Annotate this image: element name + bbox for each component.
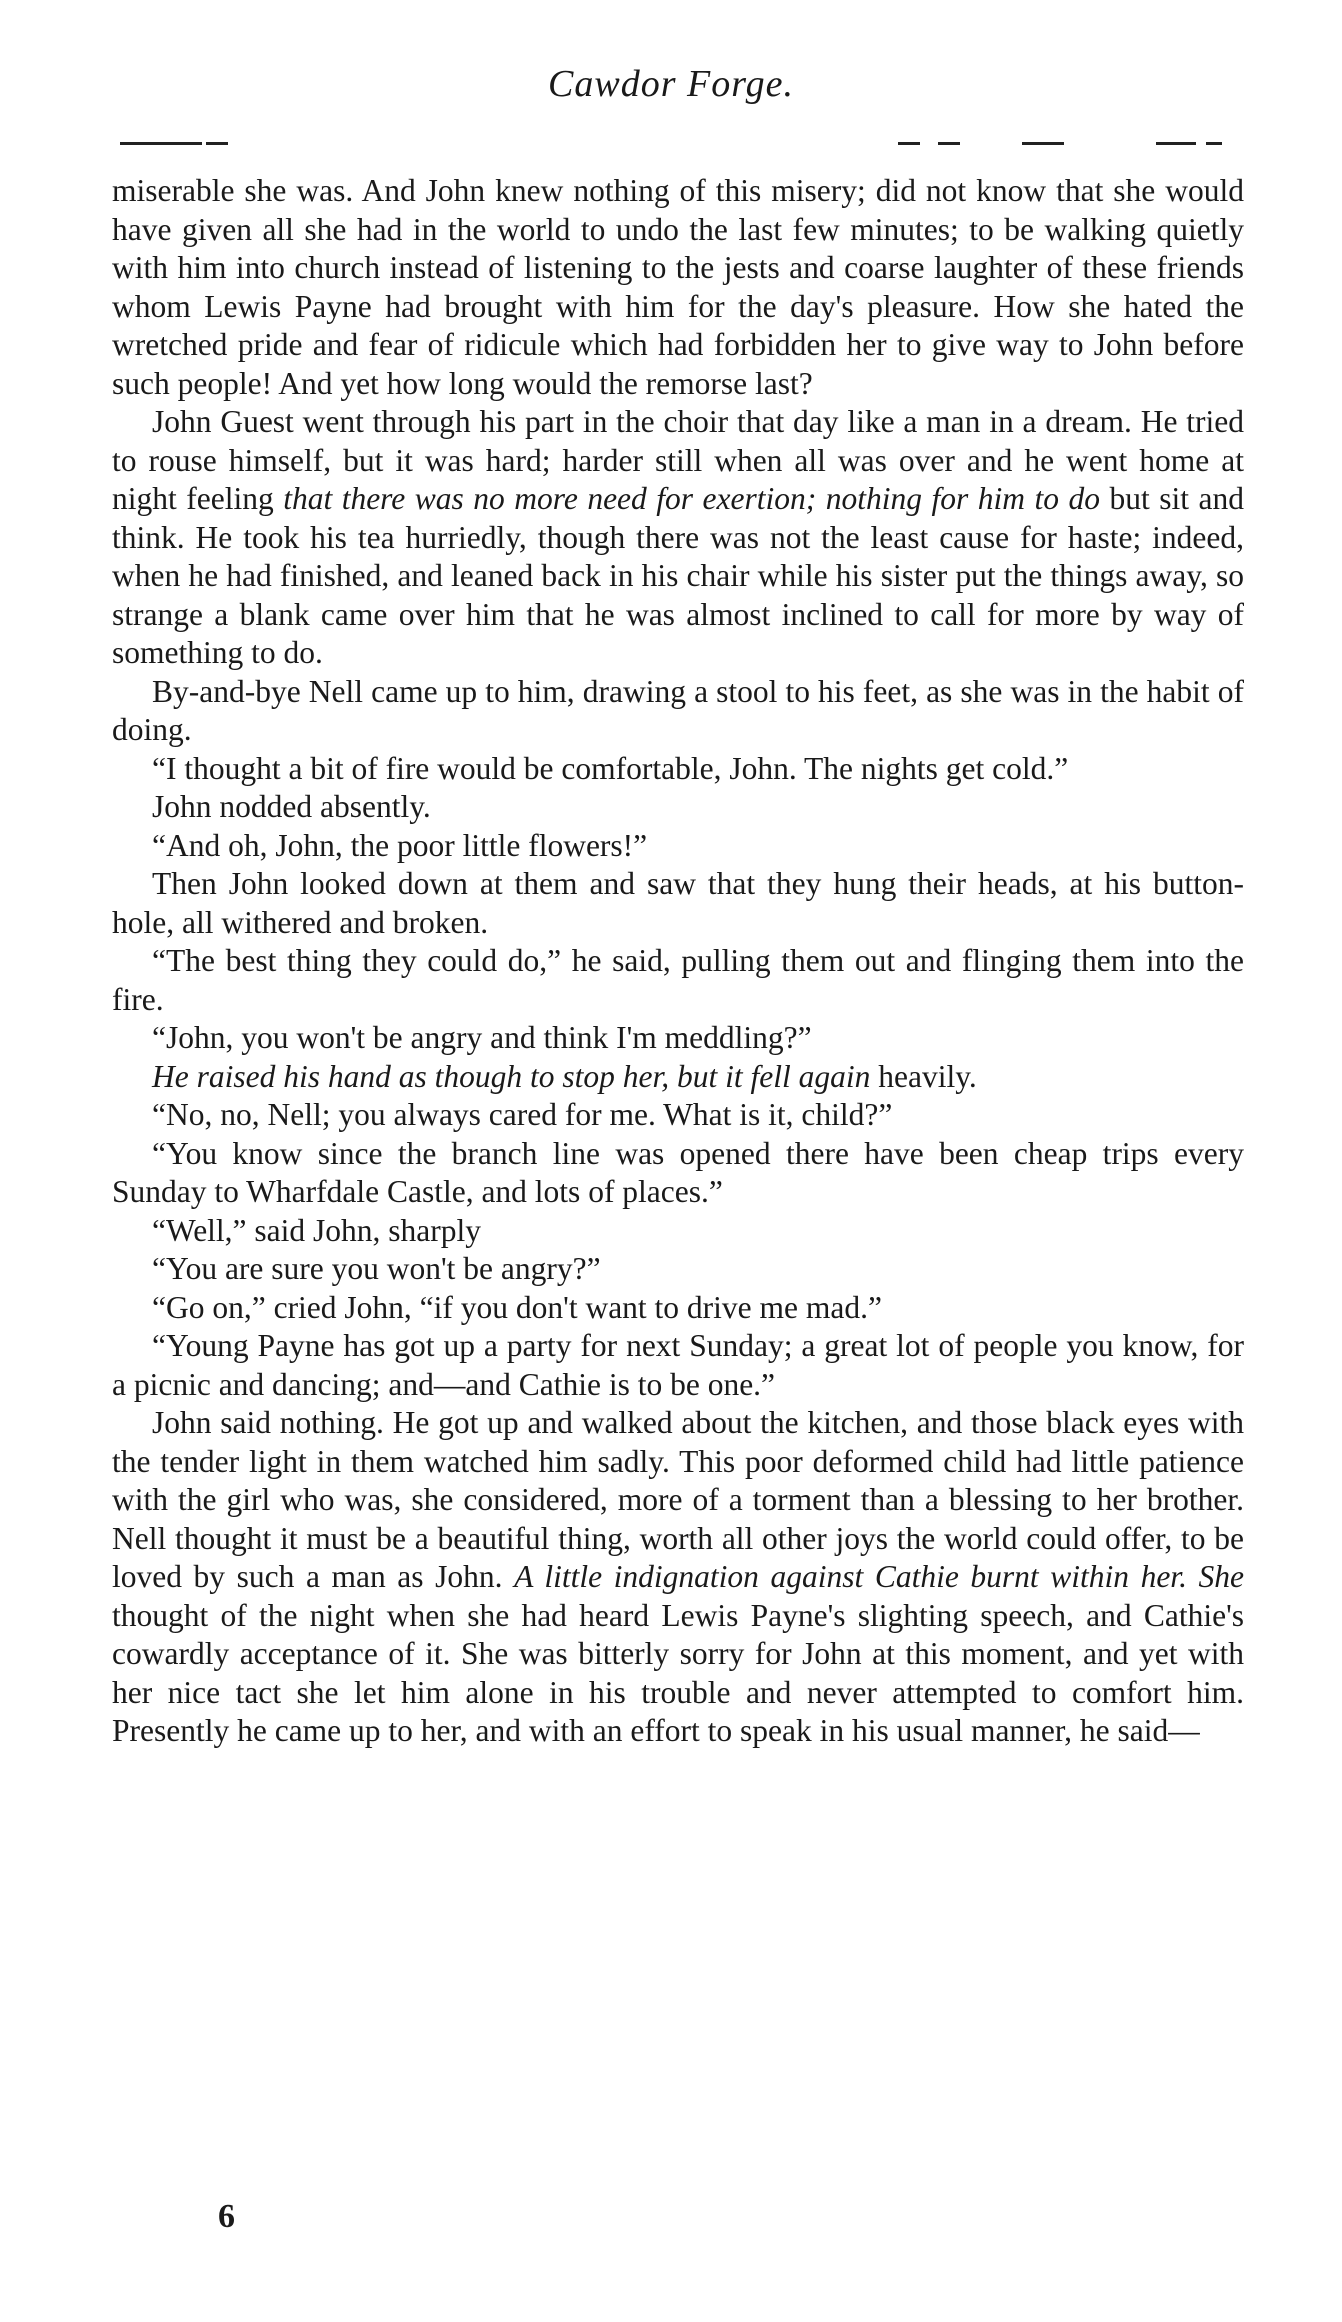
header-rule-segment — [120, 142, 202, 145]
body-text — [112, 172, 1244, 1751]
text-run: “The best thing they could do,” he said, pulling them out and flinging them into the fire. — [112, 943, 1244, 1017]
paragraph — [112, 1250, 1244, 1289]
header-rule-segment — [1206, 142, 1222, 145]
header-rule-segment — [206, 142, 228, 145]
paragraph — [112, 1058, 1244, 1097]
text-run: thought of the night when she had heard Lewis Payne's slighting speech, and Cathie's cowardly acceptance of it. She was bitterly sorry for John at this moment, and yet with her nice tact she let him alone in his trouble and never attempted to comfort him. Presently he came up to her, and with an effort to speak in his usual manner, he said— — [112, 1597, 1244, 1748]
text-run: “You know since the branch line was opened there have been cheap trips every Sunday to Wharfdale Castle, and lots of places.” — [112, 1135, 1244, 1209]
paragraph — [112, 172, 1244, 403]
header-rule-segment — [898, 142, 920, 145]
paragraph — [112, 827, 1244, 866]
text-run: “Go on,” cried John, “if you don't want to drive me mad.” — [152, 1289, 882, 1325]
italic-text-run: He raised his hand as though to stop her, but it fell again — [152, 1058, 871, 1094]
paragraph — [112, 1289, 1244, 1328]
text-run: “You are sure you won't be angry?” — [152, 1251, 601, 1286]
text-run: “Young Payne has got up a party for next Sunday; a great lot of people you know, for a picnic and dancing; and—and Cathie is to be one.” — [112, 1328, 1244, 1402]
text-run: miserable she was. And John knew nothing of this misery; did not know that she would have given all she had in the world to undo the last few minutes; to be walking quietly with him into church instead of listening to the jests and coarse laughter of these friends whom Lewis Payne had brought with him for the day's pleasure. How she hated the wretched pride and fear of ridicule which had forbidden her to give way to John before such people! And yet how long would the remorse last? — [112, 173, 1244, 401]
paragraph — [112, 1327, 1244, 1404]
text-run: “John, you won't be angry and think I'm meddling?” — [152, 1020, 812, 1055]
text-run: heavily. — [870, 1058, 977, 1094]
paragraph — [112, 673, 1244, 750]
header-rule-segment — [1022, 142, 1064, 145]
text-run: John nodded absently. — [152, 789, 431, 824]
paragraph — [112, 1135, 1244, 1212]
italic-text-run: that there was no more need for exertion; nothing for him to do — [283, 481, 1100, 516]
italic-text-run: A little indignation against Cathie burnt within her. She — [514, 1559, 1244, 1594]
text-run: but sit and think. He took his tea hurriedly, though there was not the least cause for haste; indeed, when he had finished, and leaned back in his chair while his sister put the things away, so strange a blank came over him that he was almost inclined to call for more by way of something to do. — [112, 481, 1244, 670]
text-run: Then John looked down at them and saw that they hung their heads, at his button-hole, all withered and broken. — [112, 866, 1244, 940]
signature-mark: 6 — [218, 2198, 235, 2235]
paragraph — [112, 1212, 1244, 1251]
paragraph — [112, 403, 1244, 673]
text-run: John said nothing. He got up and walked about the kitchen, and those black eyes with the tender light in them watched him sadly. This poor deformed child had little patience with the girl who was, she considered, more of a torment than a blessing to her brother. Nell thought it must be a beautiful thing, worth all other joys the world could offer, to be loved by such a man as John. — [112, 1405, 1244, 1594]
text-run: “And oh, John, the poor little flowers!” — [152, 827, 648, 863]
paragraph — [112, 942, 1244, 1019]
paragraph — [112, 1096, 1244, 1135]
paragraph — [112, 788, 1244, 827]
running-title: Cawdor Forge. — [548, 63, 794, 105]
text-run: “No, no, Nell; you always cared for me. What is it, child?” — [152, 1097, 893, 1132]
paragraph — [112, 1404, 1244, 1751]
text-run: John Guest went through his part in the choir that day like a man in a dream. He tried to rouse himself, but it was hard; harder still when all was over and he went home at night feeling — [112, 404, 1244, 516]
text-run: By-and-bye Nell came up to him, drawing a stool to his feet, as she was in the habit of doing. — [112, 673, 1244, 747]
text-run: “Well,” said John, sharply — [152, 1212, 482, 1248]
text-run: “I thought a bit of fire would be comfortable, John. The nights get cold.” — [152, 750, 1069, 786]
header-rule-segment — [938, 142, 960, 145]
paragraph — [112, 865, 1244, 942]
header-rule-segment — [1156, 142, 1196, 145]
paragraph — [112, 1019, 1244, 1058]
paragraph — [112, 750, 1244, 789]
